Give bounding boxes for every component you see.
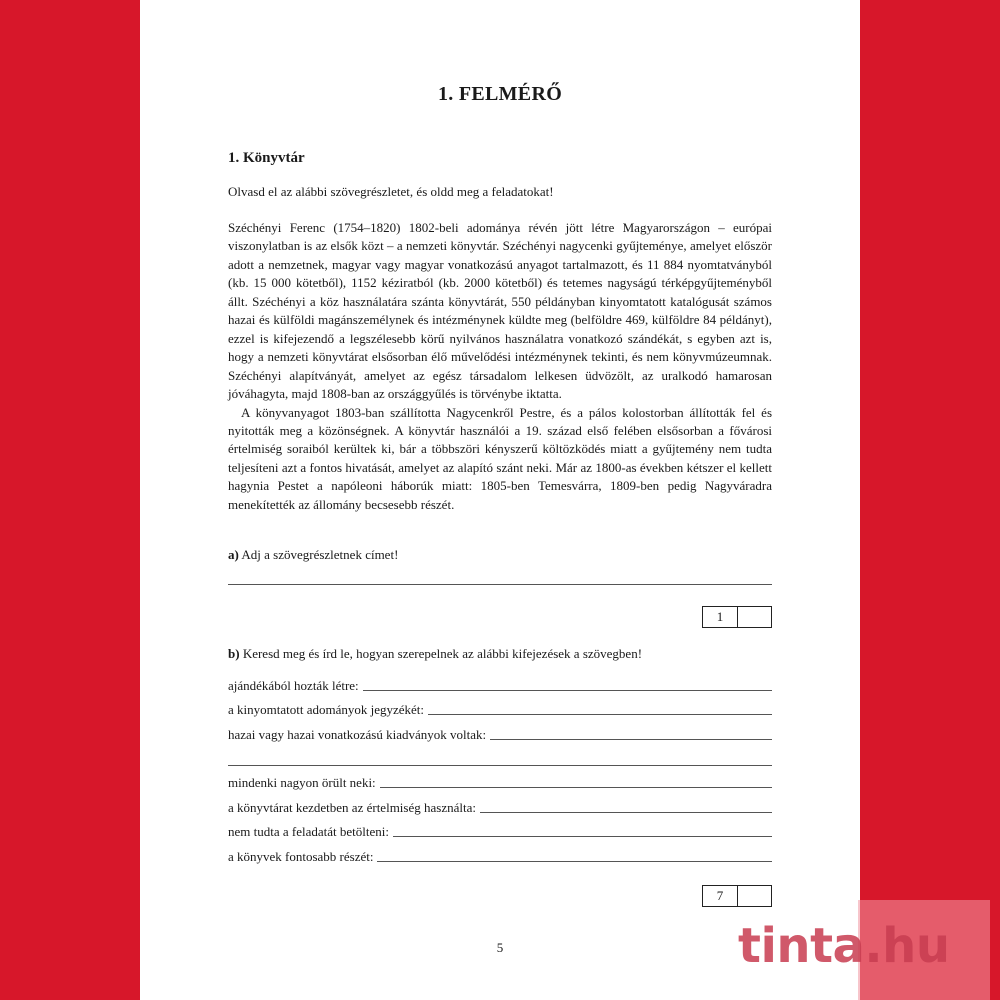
answer-line-a[interactable] (228, 584, 772, 585)
fill-row-4 (228, 771, 772, 791)
passage-paragraph-1: Széchényi Ferenc (1754–1820) 1802-beli adománya révén jött létre Magyarországon – európai viszonylatban is az elsők közt – a nemzeti könyvtár. Széchényi nagycenki gyűjteménye, amelyet először adott a nemzetnek, magyar vagy magyar vonatkozású anyagot tartalmazott, és 11 884 nyomtatványból (kb. 15 000 kötetből), 1152 kéziratból (kb. 2000 kötetből) és tetemes nagyságú térképgyűjteményből állt. Széchényi a köz használatára szánta könyvtárát, 550 példányban kinyomtatott katalógusát számos hazai és külföldi magánszemélynek és intézménynek küldte meg (belföldre 469, külföldre 84 példányt), ezzel is kifejezendő a legszélesebb körű nyilvános használatra vonatkozó szándékát, s egyben azt is, hogy a nemzeti könyvtárat elsősorban élő művelődési intézménynek tekinti, és nem könyvmúzeumnak. Széchényi alapítványát, amelyet az egész társadalom lelkesen üdvözölt, az uralkodó hamarosan jóváhagyta, majd 1808-ban az országgyűlés is törvénybe iktatta. (228, 220, 772, 402)
question-a (228, 547, 772, 563)
fill-blank[interactable] (380, 787, 772, 788)
question-a-letter: a) (228, 547, 239, 562)
fill-row-1 (228, 674, 772, 694)
fill-label: ajándékából hozták létre: (228, 678, 359, 693)
fill-label: a könyvek fontosabb részét: (228, 849, 374, 864)
fill-row-3 (228, 723, 772, 743)
fill-label: a kinyomtatott adományok jegyzékét: (228, 702, 425, 717)
page-number: 5 (496, 940, 504, 955)
fill-blank[interactable] (490, 739, 772, 740)
fill-row-6 (228, 820, 772, 840)
score-box-b (702, 885, 772, 907)
score-earned-b[interactable] (738, 886, 771, 906)
fill-label: hazai vagy hazai vonatkozású kiadványok voltak: (228, 727, 487, 742)
question-b-text: Keresd meg és írd le, hogyan szerepelnek az alábbi kifejezések a szövegben! (239, 646, 643, 661)
fill-blank[interactable] (480, 812, 772, 813)
question-b (228, 646, 772, 662)
question-b-letter: b) (228, 646, 240, 661)
score-earned-a[interactable] (738, 607, 771, 627)
answer-line-extra[interactable] (228, 765, 772, 766)
fill-row-5 (228, 796, 772, 816)
reading-passage (228, 219, 772, 514)
fill-label: nem tudta a feladatát betölteni: (228, 824, 389, 839)
instruction-text: Olvasd el az alábbi szövegrészletet, és oldd meg a feladatokat! (228, 184, 554, 199)
fill-blank[interactable] (393, 836, 772, 837)
score-points-b: 7 (703, 886, 738, 906)
fill-label: mindenki nagyon örült neki: (228, 775, 376, 790)
page-title: 1. FELMÉRŐ (437, 83, 563, 105)
question-a-text: Adj a szövegrészletnek címet! (238, 547, 399, 562)
section-title: 1. Könyvtár (228, 150, 305, 166)
fill-label: a könyvtárat kezdetben az értelmiség használta: (228, 800, 476, 815)
fill-blank[interactable] (428, 714, 772, 715)
document-page (140, 0, 860, 1000)
passage-paragraph-2: A könyvanyagot 1803-ban szállította Nagycenkről Pestre, és a pálos kolostorban állították fel és nyitották meg a közönségnek. A könyvtár használói a 19. század első felében elsősorban a fővárosi értelmiség soraiból kerültek ki, bár a többszöri kényszerű költözködés miatt a gyűjtemény nem tudta teljesíteni azt a fontos hivatását, amelyet az alapító szánt neki. Már az 1800-as években kétszer el kellett hagynia Pestet a napóleoni háborúk miatt: 1805-ben Temesvárra, 1809-ben pedig Nagyváradra menekítették az állomány becsesebb részét. (228, 404, 772, 512)
watermark-logo: tinta.hu (738, 918, 950, 974)
score-points-a: 1 (703, 607, 738, 627)
fill-row-2 (228, 698, 772, 718)
score-box-a (702, 606, 772, 628)
fill-row-7 (228, 845, 772, 865)
fill-blank[interactable] (377, 861, 772, 862)
fill-blank[interactable] (363, 690, 772, 691)
